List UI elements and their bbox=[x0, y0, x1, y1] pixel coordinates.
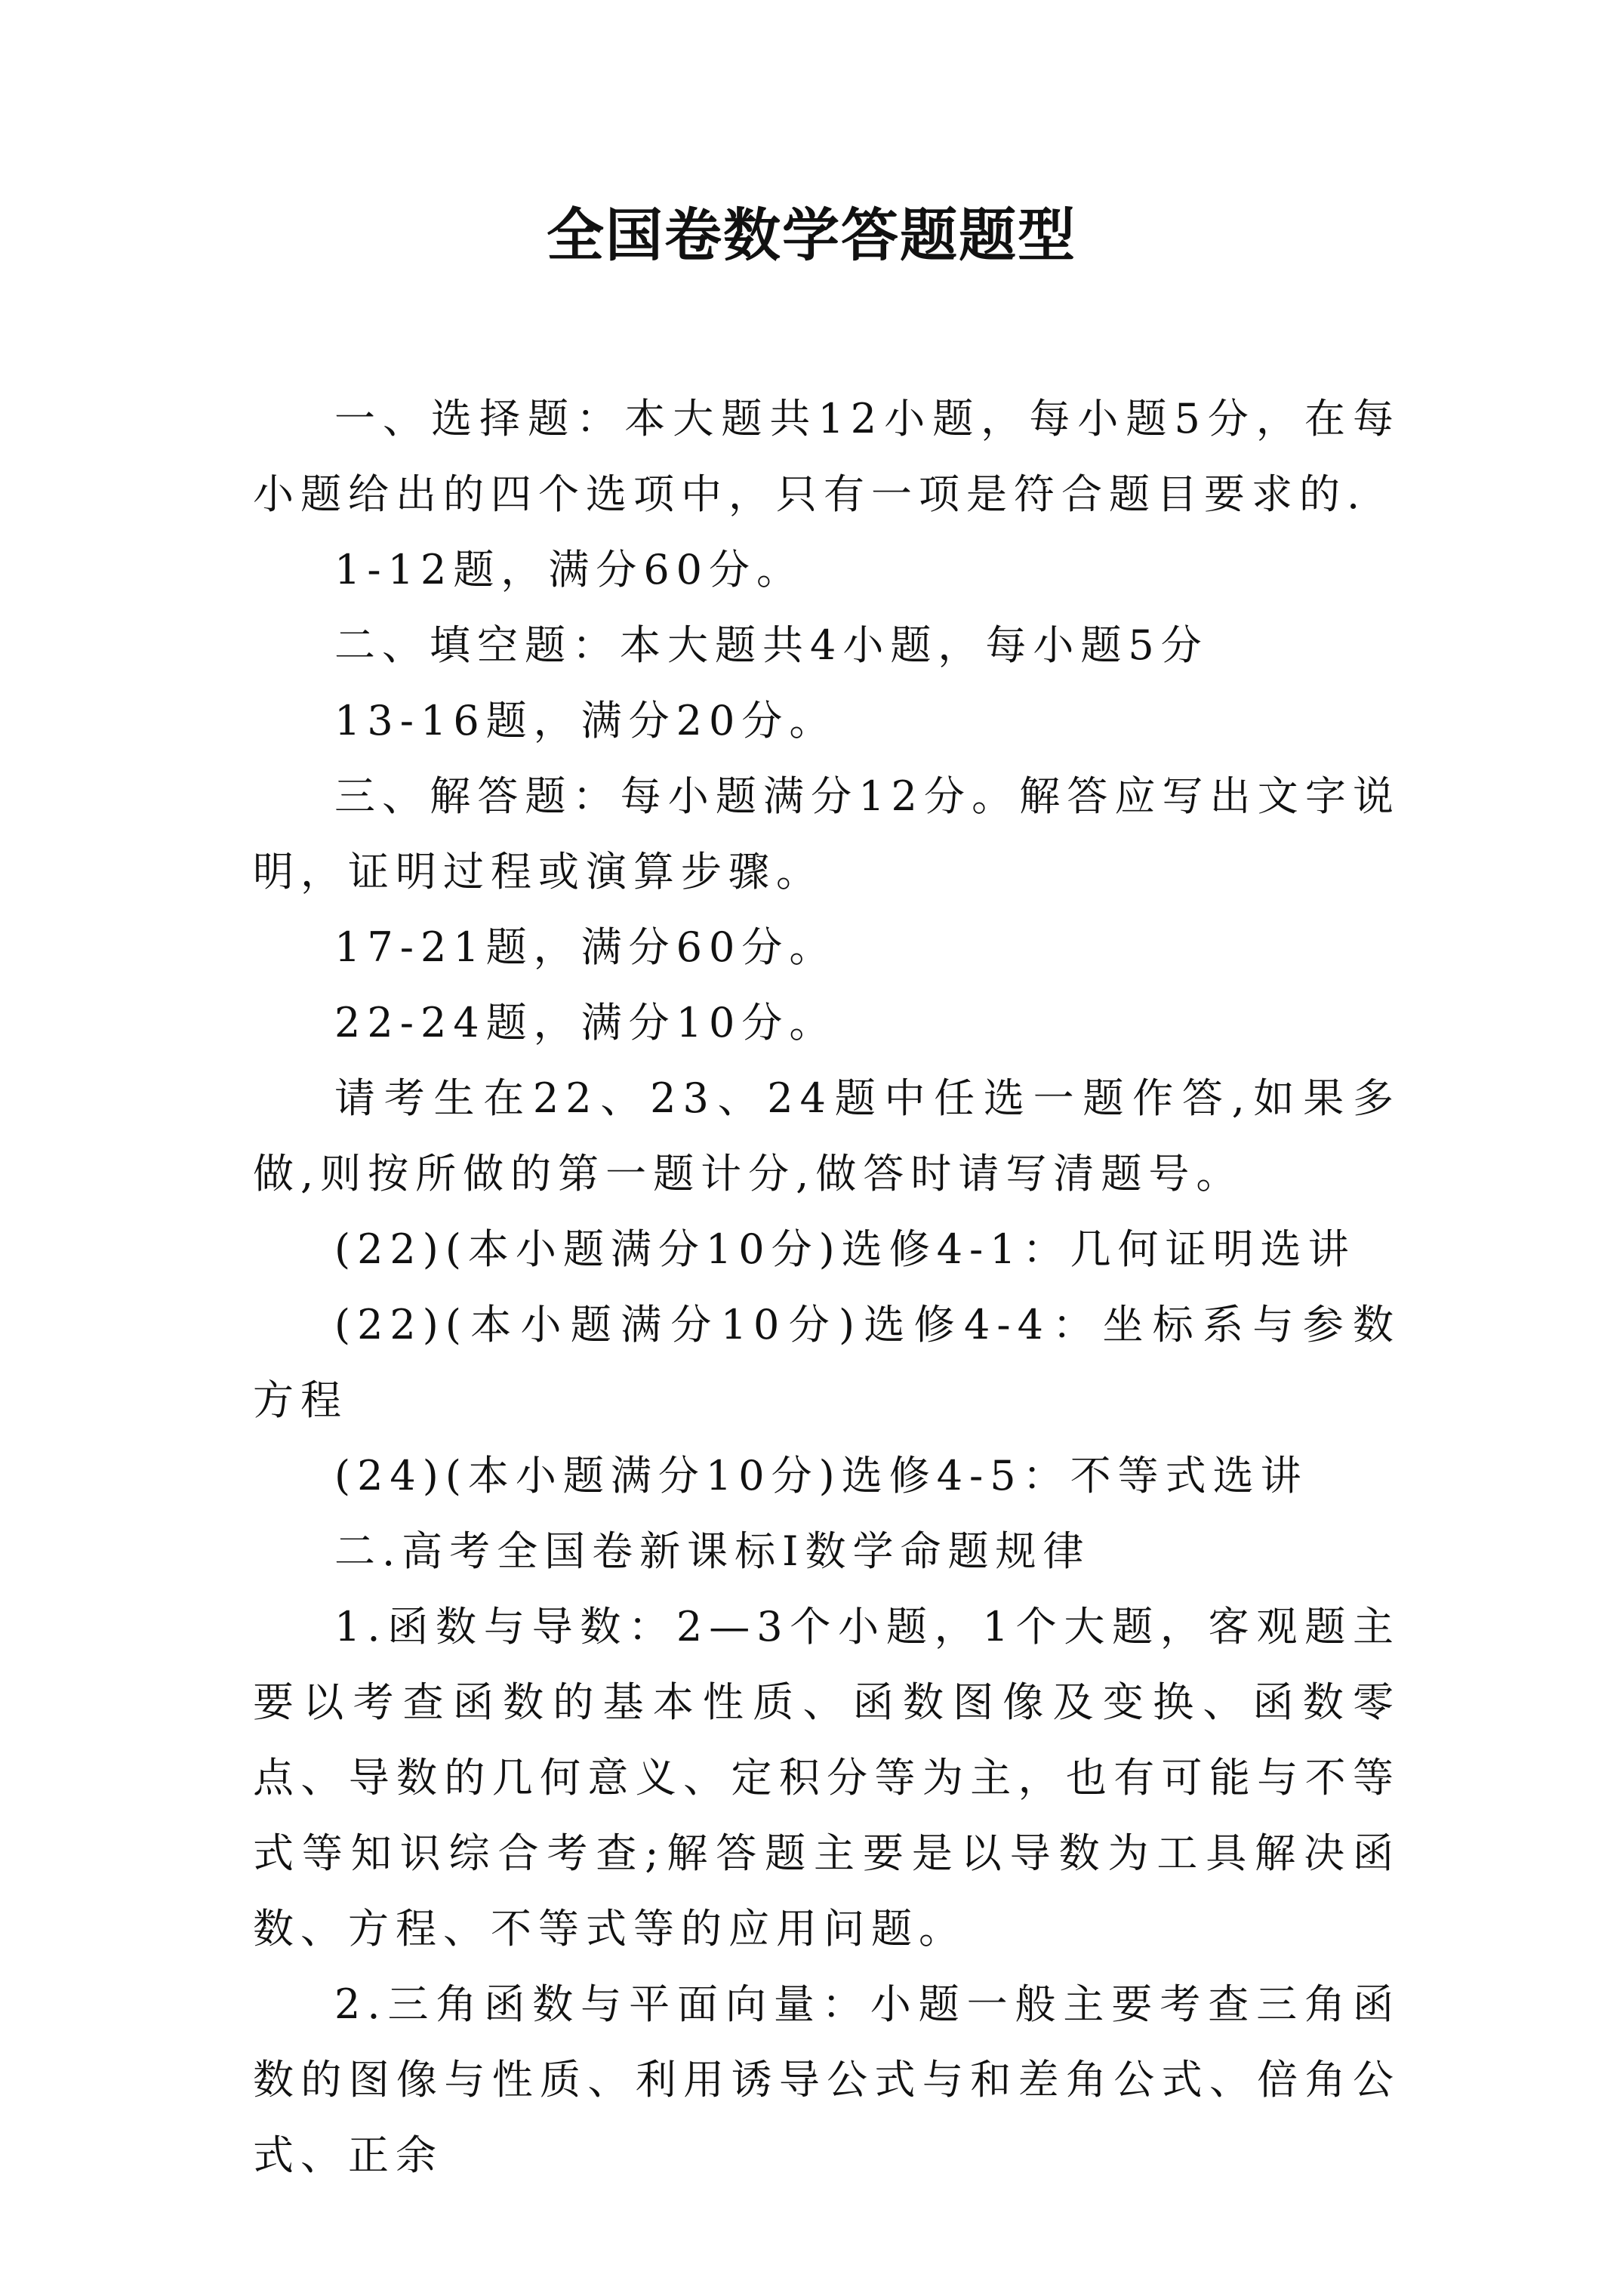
paragraph-functions-derivatives: 1.函数与导数：2—3个小题，1个大题，客观题主要以考查函数的基本性质、函数图像及变换、函数零点、导数的几何意义、定积分等为主，也有可能与不等式等知识综合考查;解答题主要是以导数为工具解决函数、方程、不等式等的应用问题。 bbox=[253, 1603, 1400, 1952]
paragraph-fill-score: 13-16题，满分20分。 bbox=[334, 697, 837, 744]
page-title: 全国卷数学答题题型 bbox=[547, 202, 1076, 269]
paragraph-solution-questions: 三、解答题：每小题满分12分。解答应写出文字说明，证明过程或演算步骤。 bbox=[253, 772, 1400, 895]
paragraph-solution-score: 17-21题，满分60分。 bbox=[334, 923, 837, 971]
paragraph-elective-4-5: (24)(本小题满分10分)选修4-5：不等式选讲 bbox=[334, 1452, 1308, 1499]
document-body bbox=[253, 381, 1400, 2193]
paragraph-trig-vectors: 2.三角函数与平面向量：小题一般主要考查三角函数的图像与性质、利用诱导公式与和差角公式、倍角公式、正余 bbox=[253, 1980, 1400, 2179]
paragraph-elective-instructions: 请考生在22、23、24题中任选一题作答,如果多做,则按所做的第一题计分,做答时请写清题号。 bbox=[253, 1074, 1400, 1197]
paragraph-elective-4-4: (22)(本小题满分10分)选修4-4：坐标系与参数方程 bbox=[253, 1301, 1400, 1424]
section-heading-rules: 二.高考全国卷新课标Ⅰ数学命题规律 bbox=[334, 1527, 1091, 1575]
paragraph-elective-4-1: (22)(本小题满分10分)选修4-1：几何证明选讲 bbox=[334, 1225, 1356, 1273]
paragraph-choice-score: 1-12题，满分60分。 bbox=[334, 546, 805, 593]
paragraph-elective-score: 22-24题，满分10分。 bbox=[334, 999, 837, 1046]
paragraph-fill-blank: 二、填空题：本大题共4小题，每小题5分 bbox=[334, 621, 1209, 669]
paragraph-choice-questions: 一、选择题：本大题共12小题，每小题5分，在每小题给出的四个选项中，只有一项是符合题目要求的. bbox=[253, 395, 1400, 518]
